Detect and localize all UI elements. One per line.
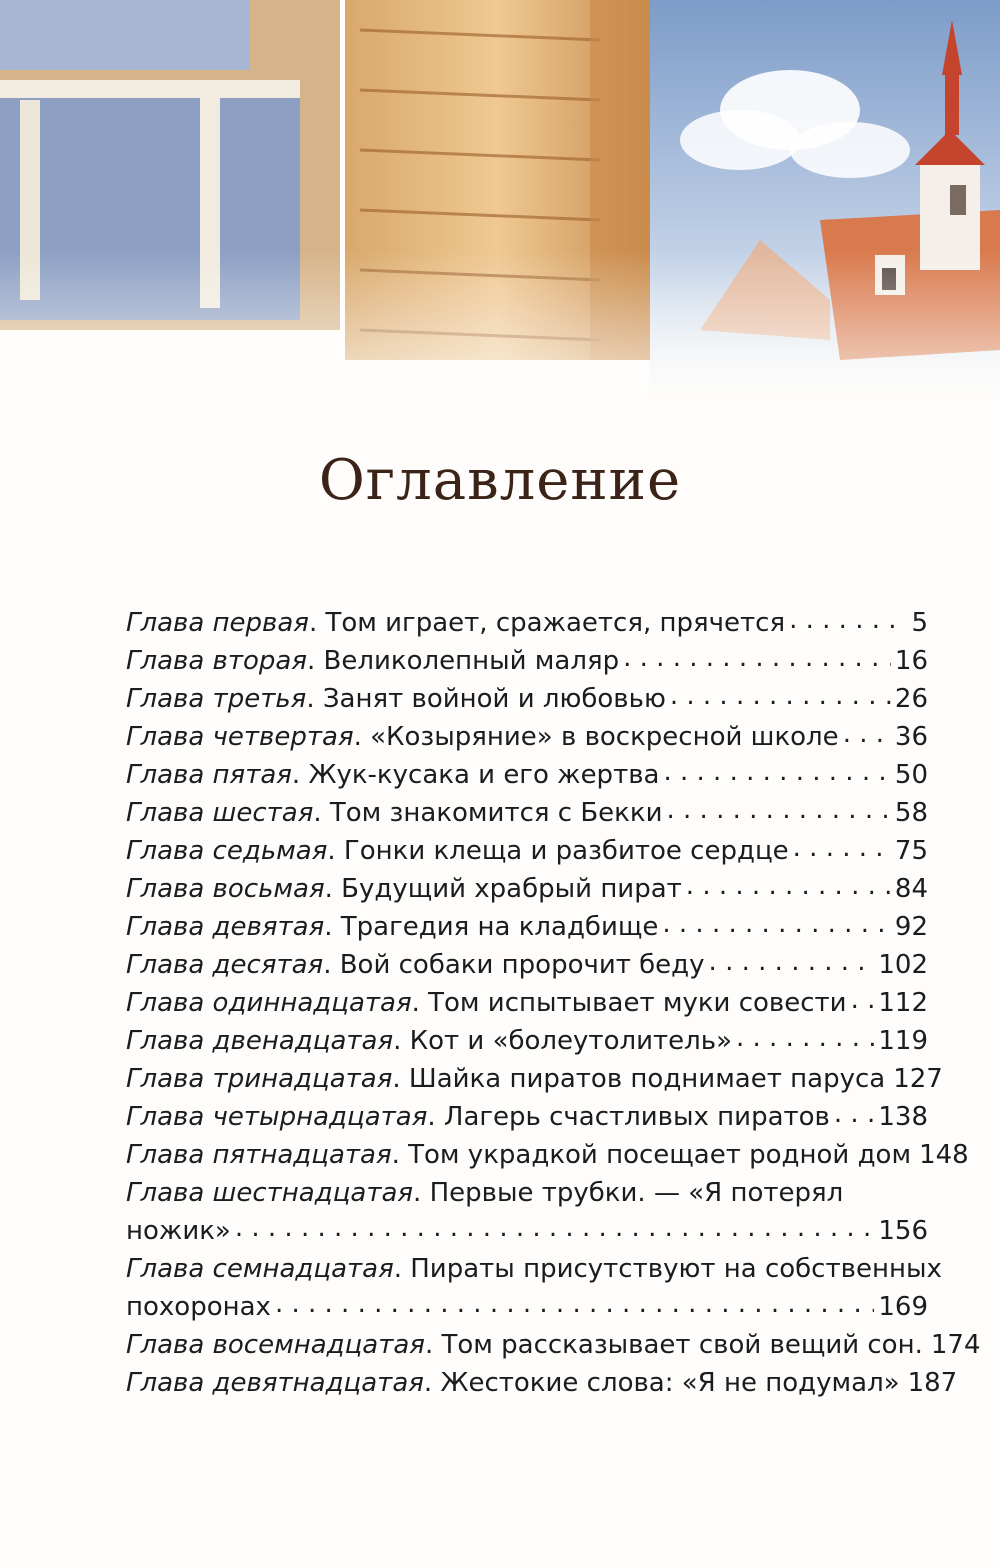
dot-leader <box>789 605 907 631</box>
dot-leader <box>235 1213 875 1239</box>
page-number: 187 <box>907 1368 958 1398</box>
dot-leader <box>686 871 891 897</box>
chapter-title: Том испытывает муки совести <box>428 988 847 1018</box>
toc-entry[interactable]: Глава шестая. Том знакомится с Бекки . . . 58 <box>126 794 928 832</box>
chapter-number: Глава девятнадцатая <box>126 1368 424 1398</box>
dot-leader <box>666 795 890 821</box>
chapter-title-line2: похоронах <box>126 1292 271 1322</box>
chapter-number: Глава первая <box>126 608 309 638</box>
chapter-number: Глава седьмая <box>126 836 328 866</box>
dot-leader <box>851 985 875 1011</box>
chapter-number: Глава семнадцатая <box>126 1254 394 1284</box>
chapter-title-line1: Пираты присутствуют на собственных <box>410 1254 942 1284</box>
page-number: 84 <box>894 874 928 904</box>
page-number: 36 <box>894 722 928 752</box>
page-number: 75 <box>894 836 928 866</box>
toc-entry[interactable]: Глава седьмая. Гонки клеща и разбитое сердце . . . 75 <box>126 832 928 870</box>
page-number: 92 <box>894 912 928 942</box>
toc-entry[interactable]: Глава четвертая. «Козыряние» в воскресной школе . . . 36 <box>126 718 928 756</box>
page-number: 102 <box>878 950 928 980</box>
chapter-title: Том украдкой посещает родной дом <box>408 1140 912 1170</box>
chapter-number: Глава восьмая <box>126 874 325 904</box>
page-number: 16 <box>894 646 928 676</box>
page-number: 58 <box>894 798 928 828</box>
toc-entry[interactable]: Глава пятнадцатая. Том украдкой посещает родной дом 148 <box>126 1136 928 1174</box>
dot-leader <box>670 681 891 707</box>
chapter-title-line2: ножик» <box>126 1216 231 1246</box>
table-of-contents <box>126 604 981 1402</box>
chapter-number: Глава двенадцатая <box>126 1026 394 1056</box>
watercolor-window-illustration <box>0 0 1000 450</box>
chapter-number: Глава тринадцатая <box>126 1064 393 1094</box>
chapter-number: Глава четвертая <box>126 722 354 752</box>
header-illustration <box>0 0 1000 450</box>
toc-entry[interactable]: Глава девятнадцатая. Жестокие слова: «Я не подумал» 187 <box>126 1364 928 1402</box>
page-number: 26 <box>894 684 928 714</box>
dot-leader <box>663 757 890 783</box>
chapter-number: Глава вторая <box>126 646 308 676</box>
page-number: 112 <box>878 988 928 1018</box>
chapter-number: Глава третья <box>126 684 307 714</box>
page-number: 148 <box>919 1140 969 1170</box>
chapter-title: Трагедия на кладбище <box>340 912 659 942</box>
toc-entry[interactable]: Глава одиннадцатая. Том испытывает муки совести . . . 112 <box>126 984 928 1022</box>
chapter-number: Глава восемнадцатая <box>126 1330 425 1360</box>
chapter-title: Кот и «болеутолитель» <box>409 1026 732 1056</box>
dot-leader <box>793 833 891 859</box>
chapter-title: Занят войной и любовью <box>322 684 666 714</box>
page-title: Оглавление <box>318 448 682 513</box>
chapter-number: Глава девятая <box>126 912 325 942</box>
dot-leader <box>662 909 891 935</box>
chapter-title: Лагерь счастливых пиратов <box>443 1102 830 1132</box>
toc-entry[interactable]: Глава восьмая. Будущий храбрый пират . . . 84 <box>126 870 928 908</box>
chapter-title-line1: Первые трубки. — «Я потерял <box>429 1178 844 1208</box>
chapter-number: Глава пятая <box>126 760 292 790</box>
dot-leader <box>736 1023 874 1049</box>
chapter-number: Глава шестая <box>126 798 314 828</box>
chapter-number: Глава четырнадцатая <box>126 1102 428 1132</box>
toc-entry[interactable]: Глава десятая. Вой собаки пророчит беду . . . 102 <box>126 946 928 984</box>
chapter-title: Жестокие слова: «Я не подумал» <box>440 1368 900 1398</box>
chapter-number: Глава пятнадцатая <box>126 1140 392 1170</box>
chapter-number: Глава десятая <box>126 950 324 980</box>
chapter-title: Том рассказывает свой вещий сон. <box>441 1330 923 1360</box>
chapter-number: Глава одиннадцатая <box>126 988 412 1018</box>
toc-entry[interactable]: Глава девятая. Трагедия на кладбище . . . 92 <box>126 908 928 946</box>
page-number: 5 <box>911 608 928 638</box>
chapter-title: Том играет, сражается, прячется <box>325 608 786 638</box>
chapter-number: Глава шестнадцатая <box>126 1178 414 1208</box>
toc-entry[interactable]: Глава пятая. Жук-кусака и его жертва . . . 50 <box>126 756 928 794</box>
dot-leader <box>834 1099 874 1125</box>
page-number: 174 <box>930 1330 981 1360</box>
toc-entry-multiline[interactable]: Глава семнадцатая. Пираты присутствуют на собственных похоронах . . . 169 <box>126 1250 928 1326</box>
chapter-title: Гонки клеща и разбитое сердце <box>343 836 789 866</box>
chapter-title: «Козыряние» в воскресной школе <box>370 722 839 752</box>
toc-entry[interactable]: Глава первая. Том играет, сражается, прячется . . . 5 <box>126 604 928 642</box>
chapter-title: Том знакомится с Бекки <box>329 798 663 828</box>
dot-leader <box>843 719 891 745</box>
toc-entry-multiline[interactable]: Глава шестнадцатая. Первые трубки. — «Я потерял ножик» . . . 156 <box>126 1174 928 1250</box>
page-number: 156 <box>878 1216 928 1246</box>
toc-entry[interactable]: Глава двенадцатая. Кот и «болеутолитель» . . . 119 <box>126 1022 928 1060</box>
page-number: 138 <box>878 1102 928 1132</box>
chapter-title: Вой собаки пророчит беду <box>339 950 705 980</box>
page-number: 169 <box>878 1292 928 1322</box>
toc-entry[interactable]: Глава третья. Занят войной и любовью . . . 26 <box>126 680 928 718</box>
chapter-title: Шайка пиратов поднимает паруса <box>408 1064 886 1094</box>
toc-entry[interactable]: Глава вторая. Великолепный маляр . . . 16 <box>126 642 928 680</box>
chapter-title: Будущий храбрый пират <box>341 874 682 904</box>
chapter-title: Жук-кусака и его жертва <box>308 760 660 790</box>
dot-leader <box>623 643 891 669</box>
toc-entry[interactable]: Глава четырнадцатая. Лагерь счастливых пиратов . . . 138 <box>126 1098 928 1136</box>
page-number: 119 <box>878 1026 928 1056</box>
toc-entry[interactable]: Глава восемнадцатая. Том рассказывает свой вещий сон. 174 <box>126 1326 928 1364</box>
dot-leader <box>709 947 875 973</box>
page-number: 50 <box>894 760 928 790</box>
chapter-title: Великолепный маляр <box>323 646 620 676</box>
page-number: 127 <box>893 1064 943 1094</box>
dot-leader <box>275 1289 874 1315</box>
toc-entry[interactable]: Глава тринадцатая. Шайка пиратов поднимает паруса 127 <box>126 1060 928 1098</box>
